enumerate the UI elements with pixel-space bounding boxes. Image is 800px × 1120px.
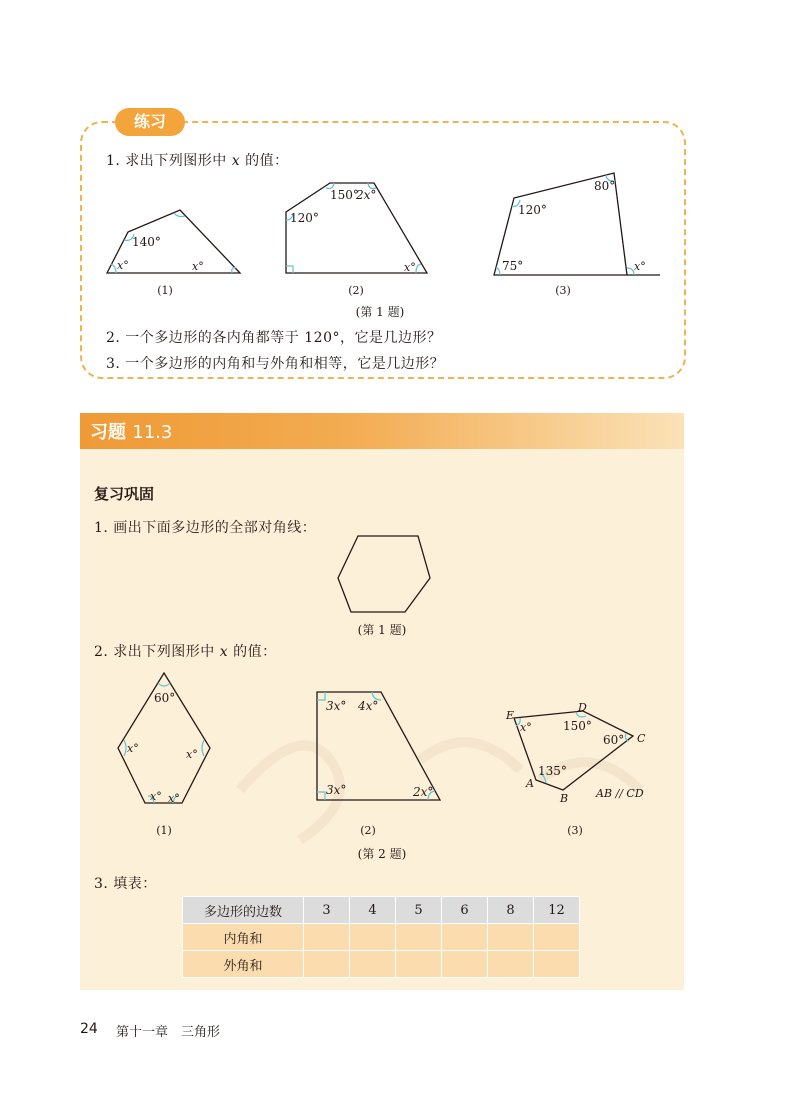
table-cell-blank (442, 924, 488, 951)
table-cell-sides: 12 (534, 897, 580, 924)
p1-angle-140: 140° (132, 235, 161, 249)
ex3-label-C: C (637, 732, 646, 745)
ex2-angle-4x: 4x° (358, 699, 379, 713)
p2-caption: (2) (348, 284, 364, 297)
table-cell-blank (396, 924, 442, 951)
table-cell-blank (396, 951, 442, 978)
table-row (183, 924, 580, 951)
ex-q2-caption: (第 2 题) (357, 847, 407, 861)
table-header-row (183, 897, 580, 924)
ex3-angle-135: 135° (538, 764, 567, 778)
hexagon (338, 536, 430, 612)
p1-x-right: x° (192, 260, 204, 273)
ex3-label-B: B (560, 792, 569, 805)
table-cell-sides: 8 (488, 897, 534, 924)
table-cell-blank (534, 924, 580, 951)
table-cell-blank (488, 951, 534, 978)
ex-q2-text: 2. 求出下列图形中 (94, 644, 215, 660)
ex3-angle-150: 150° (563, 719, 592, 733)
p3-angle-80: 80° (594, 179, 616, 193)
ex3-caption: (3) (567, 824, 583, 837)
ex1-angle-60: 60° (154, 691, 176, 705)
ex-q1-caption: (第 1 题) (357, 623, 407, 637)
table-cell-blank (350, 951, 396, 978)
ex1-x-bl: x° (150, 790, 162, 803)
p1-caption: (1) (157, 284, 173, 297)
ex3-label-D: D (578, 701, 587, 714)
ex1-x-br: x° (168, 792, 180, 805)
ex2-caption: (2) (360, 824, 376, 837)
table-cell-blank (304, 924, 350, 951)
p3-x-ext: x° (634, 260, 646, 273)
ex-q2-suffix: 的值： (233, 644, 277, 660)
ex3-label-E: E (506, 709, 515, 722)
ex2-angle-3x-top: 3x° (326, 699, 347, 713)
q1-var: x (231, 153, 241, 169)
fill-table (182, 896, 580, 978)
table-cell-sides: 3 (304, 897, 350, 924)
q1-text: 1. 求出下列图形中 (106, 153, 227, 169)
ex1-caption: (1) (156, 824, 172, 837)
table-cell-sides: 6 (442, 897, 488, 924)
p2-angle-120: 120° (290, 211, 319, 225)
p3-angle-120: 120° (518, 203, 547, 217)
exercise-q3: 3. 填表： (94, 876, 157, 892)
ex1-x-right: x° (186, 748, 198, 761)
section-heading: 复习巩固 (94, 485, 155, 503)
ex3-angle-x: x° (520, 721, 532, 734)
q1-suffix: 的值： (245, 153, 289, 169)
table-row-label: 外角和 (183, 951, 304, 978)
table-cell-blank (350, 924, 396, 951)
exercise-title-text: 习题 (90, 422, 126, 443)
table-header-label: 多边形的边数 (183, 897, 304, 924)
p3-angle-75: 75° (502, 259, 524, 273)
table-cell-sides: 5 (396, 897, 442, 924)
practice-q3: 3. 一个多边形的内角和与外角和相等，它是几边形？ (106, 356, 445, 372)
p3-caption: (3) (555, 284, 571, 297)
ex3-angle-60: 60° (603, 733, 625, 747)
ex3-parallel-note: AB // CD (596, 787, 644, 800)
ex2-angle-2x: 2x° (413, 785, 434, 799)
table-cell-blank (442, 951, 488, 978)
table-cell-blank (304, 951, 350, 978)
practice-fig-caption: (第 1 题) (355, 305, 405, 319)
p2-angle-150: 150° (330, 188, 359, 202)
chapter-title: 第十一章 三角形 (116, 1025, 221, 1040)
p2-angle-2x: 2x° (356, 188, 377, 202)
ex2-angle-3x-bottom: 3x° (326, 783, 347, 797)
table-row (183, 951, 580, 978)
table-row-label: 内角和 (183, 924, 304, 951)
page-number: 24 (80, 1021, 98, 1037)
table-cell-sides: 4 (350, 897, 396, 924)
ex-fig3 (505, 701, 646, 837)
table-cell-blank (534, 951, 580, 978)
exercise-q1: 1. 画出下面多边形的全部对角线： (94, 520, 317, 536)
practice-q2: 2. 一个多边形的各内角都等于 120°，它是几边形？ (106, 330, 442, 346)
ex3-label-A: A (526, 777, 534, 790)
ex-q2-var: x (219, 644, 229, 660)
ex1-x-left: x° (127, 742, 139, 755)
ex-fig1 (118, 673, 210, 837)
table-cell-blank (488, 924, 534, 951)
practice-tab: 练习 (115, 108, 185, 136)
exercise-title-number: 11.3 (132, 422, 173, 443)
p1-x-left: x° (117, 259, 129, 272)
p2-x-bottom: x° (404, 261, 416, 274)
